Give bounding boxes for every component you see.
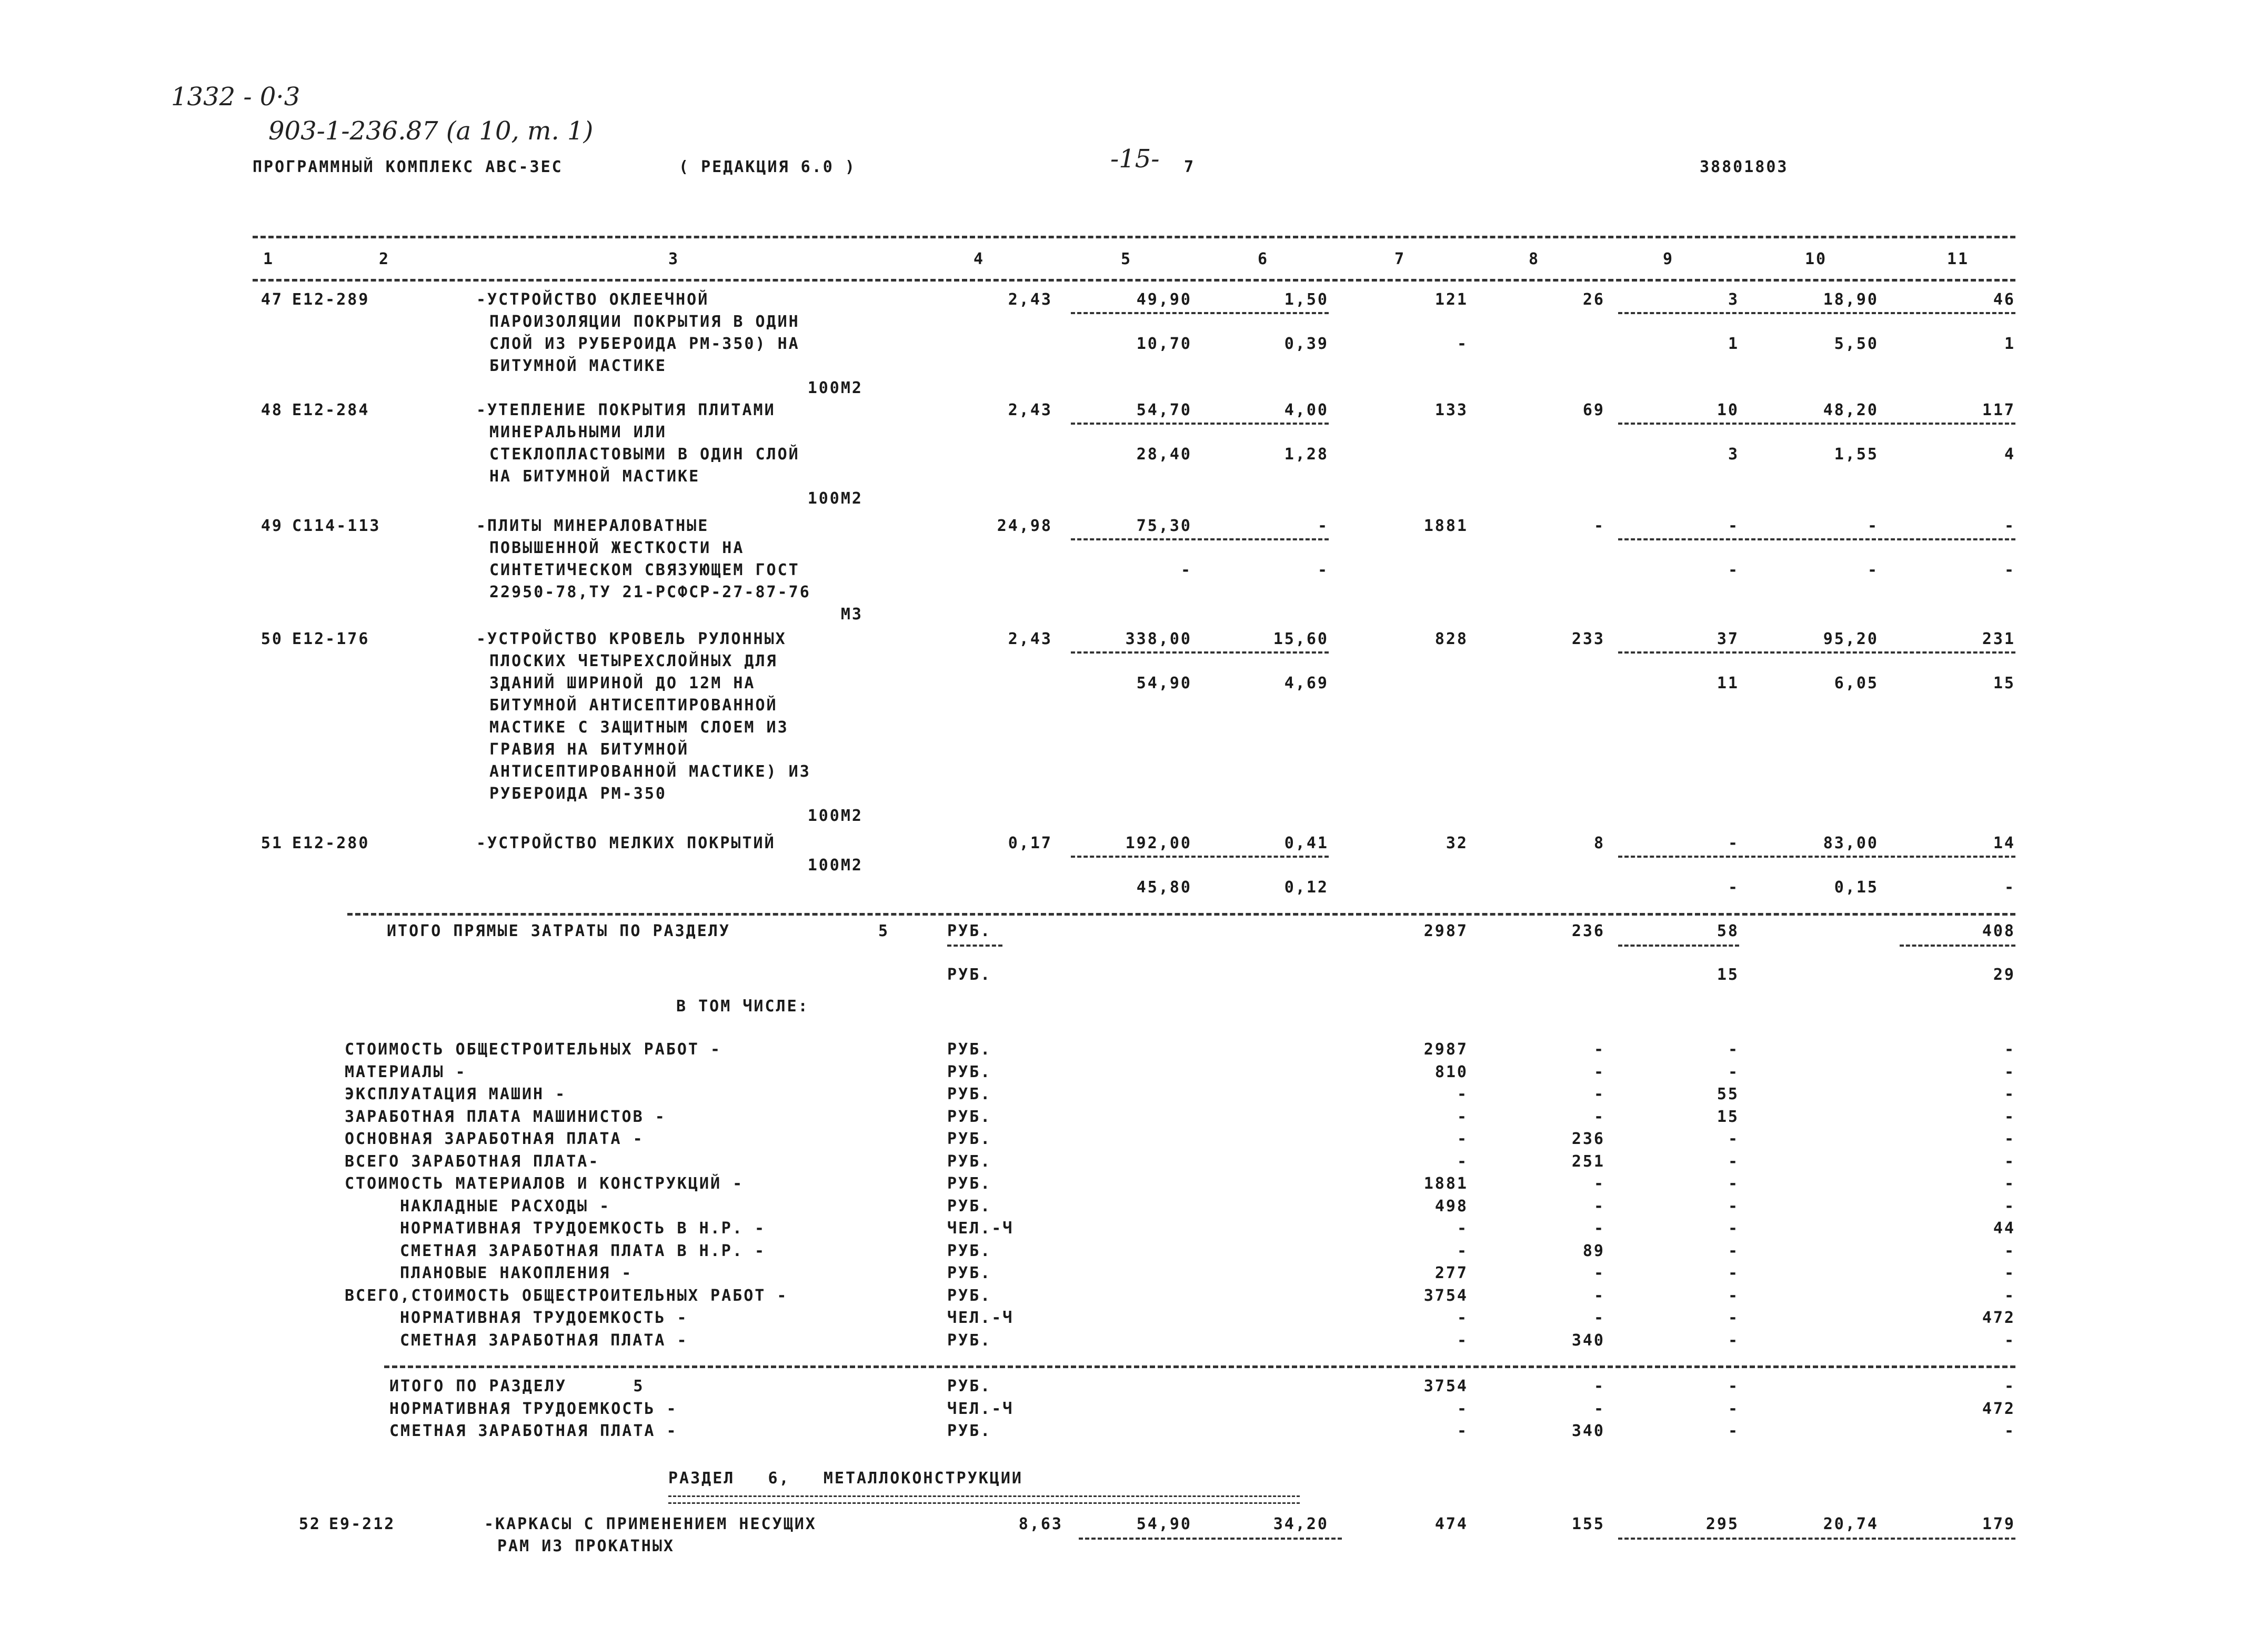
page-number-handwritten: -15- [1110,144,1160,174]
row-sep-5-6 [1079,1538,1342,1540]
row-code: Е12-176 [292,630,370,648]
row-description: СЛОЙ ИЗ РУБЕРОИДА РМ-350) НА [489,335,800,353]
row-sep-5-6 [1071,423,1329,425]
breakdown-c8: - [1593,1085,1605,1103]
total-unit-1: РУБ. [947,922,992,940]
breakdown-c9: - [1728,1219,1739,1238]
row-description: РАМ ИЗ ПРОКАТНЫХ [497,1537,675,1555]
row-description: ПЛОСКИХ ЧЕТЫРЕХСЛОЙНЫХ ДЛЯ [489,652,778,670]
row-unit: 100М2 [807,489,863,508]
breakdown-label: НАКЛАДНЫЕ РАСХОДЫ - [400,1197,611,1216]
row-c9: - [1728,517,1739,535]
row-c8: 69 [1582,401,1605,419]
total-sep-11 [1900,945,2015,947]
total-sep-9 [1618,945,1739,947]
row-c8: 233 [1571,630,1605,648]
row-c10b: - [1867,561,1879,579]
total-unit-2: РУБ. [947,966,992,984]
row-sep-9-11 [1618,651,2015,654]
row-c11b: - [2004,878,2015,897]
breakdown-c8: - [1593,1107,1605,1126]
row-description: -ПЛИТЫ МИНЕРАЛОВАТНЫЕ [476,517,709,535]
total-c11: 408 [1982,922,2015,940]
row-c11: 46 [1993,290,2015,309]
row-c5: 54,90 [1136,1515,1192,1533]
total-c9b: 15 [1717,966,1739,984]
breakdown-c11: - [2004,1085,2015,1103]
section-total-c7: - [1457,1422,1468,1440]
row-code: Е9-212 [329,1515,396,1533]
row-c6b: 4,69 [1284,674,1329,692]
breakdown-c11: - [2004,1286,2015,1305]
row-description: ЗДАНИЙ ШИРИНОЙ ДО 12М НА [489,674,756,692]
program-header: ПРОГРАММНЫЙ КОМПЛЕКС АВС-3ЕС [253,158,563,176]
breakdown-c11: - [2004,1241,2015,1260]
total-section: 5 [878,922,889,940]
row-c9b: 3 [1728,445,1739,464]
row-c4: 0,17 [1008,834,1052,852]
breakdown-label: ПЛАНОВЫЕ НАКОПЛЕНИЯ - [400,1264,633,1282]
breakdown-c9: - [1728,1040,1739,1059]
row-c4: 24,98 [997,517,1052,535]
row-sep-5-6 [1071,312,1329,314]
breakdown-unit: РУБ. [947,1130,992,1148]
column-header-5: 5 [1121,250,1132,268]
column-header-rule [253,279,2015,282]
row-sep-9-11 [1618,1538,2015,1540]
breakdown-unit: РУБ. [947,1107,992,1126]
row-description: -УСТРОЙСТВО ОКЛЕЕЧНОЙ [476,290,709,309]
row-c6b: 1,28 [1284,445,1329,464]
row-c10b: 1,55 [1834,445,1879,464]
breakdown-c9: - [1728,1309,1739,1327]
breakdown-c7: - [1457,1219,1468,1238]
breakdown-c9: - [1728,1130,1739,1148]
row-description: СИНТЕТИЧЕСКОМ СВЯЗУЮЩЕМ ГОСТ [489,561,800,579]
row-c7: 1881 [1423,517,1468,535]
row-number: 47 [260,290,283,309]
section-total-label: СМЕТНАЯ ЗАРАБОТНАЯ ПЛАТА - [389,1422,678,1440]
breakdown-unit: РУБ. [947,1085,992,1103]
row-c11: 179 [1982,1515,2015,1533]
row-code: Е12-284 [292,401,370,419]
breakdown-c7: - [1457,1241,1468,1260]
breakdown-label: ВСЕГО,СТОИМОСТЬ ОБЩЕСТРОИТЕЛЬНЫХ РАБОТ - [345,1286,788,1305]
breakdown-c8: 89 [1582,1241,1605,1260]
breakdown-label: СМЕТНАЯ ЗАРАБОТНАЯ ПЛАТА В Н.Р. - [400,1241,766,1260]
row-c11b: 15 [1993,674,2015,692]
row-code: Е12-280 [292,834,370,852]
column-header-3: 3 [668,250,680,268]
section-total-label: НОРМАТИВНАЯ ТРУДОЕМКОСТЬ - [389,1399,678,1418]
breakdown-c8: 251 [1571,1152,1605,1171]
row-c10: - [1867,517,1879,535]
section-total-c8: - [1593,1399,1605,1418]
column-header-7: 7 [1394,250,1406,268]
breakdown-c11: - [2004,1264,2015,1282]
breakdown-c8: - [1593,1174,1605,1193]
row-c11: 117 [1982,401,2015,419]
row-c9b: - [1728,878,1739,897]
breakdown-c8: - [1593,1264,1605,1282]
row-sep-9-11 [1618,856,2015,858]
breakdown-unit: РУБ. [947,1040,992,1059]
breakdown-label: МАТЕРИАЛЫ - [345,1062,467,1081]
breakdown-label: НОРМАТИВНАЯ ТРУДОЕМКОСТЬ - [400,1309,688,1327]
row-description: АНТИСЕПТИРОВАННОЙ МАСТИКЕ) ИЗ [489,762,811,781]
total-label: ИТОГО ПРЯМЫЕ ЗАТРАТЫ ПО РАЗДЕЛУ [387,922,730,940]
row-c5b: - [1180,561,1192,579]
total-c8: 236 [1571,922,1605,940]
row-number: 52 [298,1515,321,1533]
row-c9b: 11 [1717,674,1739,692]
breakdown-c11: - [2004,1197,2015,1216]
row-description: БИТУМНОЙ АНТИСЕПТИРОВАННОЙ [489,696,778,715]
total-c9: 58 [1717,922,1739,940]
row-sep-9-11 [1618,423,2015,425]
row-c5b: 45,80 [1136,878,1192,897]
row-c9b: 1 [1728,335,1739,353]
row-c5: 192,00 [1125,834,1192,852]
row-sep-5-6 [1071,538,1329,540]
row-unit: 100М2 [807,856,863,875]
row-c6b: 0,39 [1284,335,1329,353]
section-total-c9: - [1728,1377,1739,1395]
section-total-unit: РУБ. [947,1422,992,1440]
row-c11b: - [2004,561,2015,579]
row-c4: 2,43 [1008,630,1052,648]
row-c10: 20,74 [1823,1515,1879,1533]
row-c9: 37 [1717,630,1739,648]
breakdown-unit: РУБ. [947,1152,992,1171]
breakdown-unit: ЧЕЛ.-Ч [947,1219,1014,1238]
breakdown-c7: - [1457,1085,1468,1103]
total-c11b: 29 [1993,966,2015,984]
breakdown-label: ЭКСПЛУАТАЦИЯ МАШИН - [345,1085,567,1103]
breakdown-label: ВСЕГО ЗАРАБОТНАЯ ПЛАТА- [345,1152,600,1171]
breakdown-c7: - [1457,1309,1468,1327]
column-header-2: 2 [379,250,390,268]
breakdown-c11: 472 [1982,1309,2015,1327]
breakdown-c7: - [1457,1130,1468,1148]
row-c4: 2,43 [1008,401,1052,419]
row-number: 50 [260,630,283,648]
breakdown-c11: - [2004,1331,2015,1350]
total-unit-sep [947,945,1002,947]
row-unit: М3 [840,605,863,624]
column-header-9: 9 [1663,250,1674,268]
column-header-10: 10 [1805,250,1828,268]
row-description: ГРАВИЯ НА БИТУМНОЙ [489,740,689,759]
row-description: НА БИТУМНОЙ МАСТИКЕ [489,467,700,486]
breakdown-c7: 810 [1434,1062,1468,1081]
breakdown-c8: - [1593,1197,1605,1216]
breakdown-c11: - [2004,1062,2015,1081]
row-c10b: 6,05 [1834,674,1879,692]
row-c8: - [1593,517,1605,535]
section-total-c7: - [1457,1399,1468,1418]
breakdown-unit: РУБ. [947,1331,992,1350]
row-c5b: 54,90 [1136,674,1192,692]
row-sep-5-6 [1071,856,1329,858]
row-c5: 338,00 [1125,630,1192,648]
section-total-label: ИТОГО ПО РАЗДЕЛУ 5 [389,1377,645,1395]
breakdown-c9: - [1728,1062,1739,1081]
section-total-c11: 472 [1982,1399,2015,1418]
column-header-4: 4 [974,250,985,268]
edition-label: ( РЕДАКЦИЯ 6.0 ) [679,158,856,176]
row-c11b: 4 [2004,445,2015,464]
row-description: ПАРОИЗОЛЯЦИИ ПОКРЫТИЯ В ОДИН [489,313,800,331]
row-c6b: 0,12 [1284,878,1329,897]
totals-rule [347,913,2015,916]
row-c7: 32 [1446,834,1468,852]
row-description: -УСТРОЙСТВО МЕЛКИХ ПОКРЫТИЙ [476,834,776,852]
row-code: С114-113 [292,517,381,535]
section-total-c8: - [1593,1377,1605,1395]
row-code: Е12-289 [292,290,370,309]
breakdown-c9: - [1728,1286,1739,1305]
breakdown-unit: РУБ. [947,1286,992,1305]
row-c6b: - [1317,561,1329,579]
row-c11b: 1 [2004,335,2015,353]
row-c10: 18,90 [1823,290,1879,309]
row-description: -УСТРОЙСТВО КРОВЕЛЬ РУЛОННЫХ [476,630,787,648]
breakdown-c8: - [1593,1309,1605,1327]
row-unit: 100М2 [807,807,863,825]
row-description: -КАРКАСЫ С ПРИМЕНЕНИЕМ НЕСУЩИХ [484,1515,817,1533]
breakdown-c9: - [1728,1174,1739,1193]
row-c10b: 0,15 [1834,878,1879,897]
row-c6: 34,20 [1273,1515,1329,1533]
row-description: -УТЕПЛЕНИЕ ПОКРЫТИЯ ПЛИТАМИ [476,401,776,419]
breakdown-c8: - [1593,1219,1605,1238]
row-c9: - [1728,834,1739,852]
section-total-rule [384,1365,2015,1368]
breakdown-unit: РУБ. [947,1264,992,1282]
breakdown-label: СТОИМОСТЬ МАТЕРИАЛОВ И КОНСТРУКЦИЙ - [345,1174,744,1193]
section-total-unit: РУБ. [947,1377,992,1395]
row-c9b: - [1728,561,1739,579]
breakdown-c7: - [1457,1152,1468,1171]
breakdown-unit: ЧЕЛ.-Ч [947,1309,1014,1327]
row-c6: 1,50 [1284,290,1329,309]
column-header-8: 8 [1529,250,1540,268]
breakdown-c11: - [2004,1174,2015,1193]
row-c5b: 28,40 [1136,445,1192,464]
breakdown-c11: - [2004,1130,2015,1148]
breakdown-label: СМЕТНАЯ ЗАРАБОТНАЯ ПЛАТА - [400,1331,688,1350]
row-c11: 231 [1982,630,2015,648]
row-c7: 121 [1434,290,1468,309]
row-sep-5-6 [1071,651,1329,654]
including-label: В ТОМ ЧИСЛЕ: [676,997,809,1016]
breakdown-label: СТОИМОСТЬ ОБЩЕСТРОИТЕЛЬНЫХ РАБОТ - [345,1040,722,1059]
breakdown-c7: 3754 [1423,1286,1468,1305]
breakdown-c11: - [2004,1152,2015,1171]
row-c10: 95,20 [1823,630,1879,648]
breakdown-c9: - [1728,1264,1739,1282]
row-c5b: 10,70 [1136,335,1192,353]
row-c9: 295 [1705,1515,1739,1533]
document-number: 38801803 [1700,158,1789,176]
breakdown-c8: 236 [1571,1130,1605,1148]
row-c9: 3 [1728,290,1739,309]
breakdown-c9: - [1728,1152,1739,1171]
column-header-6: 6 [1258,250,1269,268]
breakdown-c9: - [1728,1331,1739,1350]
row-c7b: - [1457,335,1468,353]
row-c7: 474 [1434,1515,1468,1533]
row-c5: 49,90 [1136,290,1192,309]
row-c8: 155 [1571,1515,1605,1533]
breakdown-c8: - [1593,1062,1605,1081]
breakdown-label: ОСНОВНАЯ ЗАРАБОТНАЯ ПЛАТА - [345,1130,644,1148]
breakdown-c11: - [2004,1107,2015,1126]
breakdown-c7: - [1457,1331,1468,1350]
breakdown-c11: 44 [1993,1219,2015,1238]
row-c6: 4,00 [1284,401,1329,419]
row-description: СТЕКЛОПЛАСТОВЫМИ В ОДИН СЛОЙ [489,445,800,464]
breakdown-c8: - [1593,1286,1605,1305]
breakdown-c7: 1881 [1423,1174,1468,1193]
row-c11: - [2004,517,2015,535]
row-description: ПОВЫШЕННОЙ ЖЕСТКОСТИ НА [489,539,745,557]
section-6-title: РАЗДЕЛ 6, МЕТАЛЛОКОНСТРУКЦИИ [668,1469,1023,1488]
row-c6: 0,41 [1284,834,1329,852]
section-total-c8: 340 [1571,1422,1605,1440]
breakdown-c8: 340 [1571,1331,1605,1350]
row-c4: 8,63 [1018,1515,1063,1533]
row-c11: 14 [1993,834,2015,852]
row-description: РУБЕРОИДА РМ-350 [489,785,667,803]
section-total-c11: - [2004,1377,2015,1395]
row-c7: 828 [1434,630,1468,648]
row-description: 22950-78,ТУ 21-РСФСР-27-87-76 [489,583,811,601]
row-c5: 75,30 [1136,517,1192,535]
section-total-unit: ЧЕЛ.-Ч [947,1399,1014,1418]
section-total-c11: - [2004,1422,2015,1440]
breakdown-label: НОРМАТИВНАЯ ТРУДОЕМКОСТЬ В Н.Р. - [400,1219,766,1238]
row-c8: 26 [1582,290,1605,309]
breakdown-unit: РУБ. [947,1174,992,1193]
breakdown-unit: РУБ. [947,1241,992,1260]
breakdown-c7: 498 [1434,1197,1468,1216]
row-sep-9-11 [1618,538,2015,540]
breakdown-c11: - [2004,1040,2015,1059]
page-suffix: 7 [1184,158,1196,176]
row-c7: 133 [1434,401,1468,419]
row-c6: 15,60 [1273,630,1329,648]
row-number: 49 [260,517,283,535]
breakdown-c7: 2987 [1423,1040,1468,1059]
breakdown-c9: 55 [1717,1085,1739,1103]
row-c10: 83,00 [1823,834,1879,852]
row-number: 51 [260,834,283,852]
breakdown-c7: 277 [1434,1264,1468,1282]
row-description: МИНЕРАЛЬНЫМИ ИЛИ [489,423,667,441]
row-c8: 8 [1593,834,1605,852]
breakdown-c7: - [1457,1107,1468,1126]
row-description: БИТУМНОЙ МАСТИКЕ [489,357,667,375]
section-6-double-rule [668,1495,1300,1504]
archive-code-handwritten: 1332 - 0·3 [171,82,300,112]
section-total-c7: 3754 [1423,1377,1468,1395]
breakdown-label: ЗАРАБОТНАЯ ПЛАТА МАШИНИСТОВ - [345,1107,666,1126]
project-code-handwritten: 903-1-236.87 (а 10, т. 1) [268,116,594,146]
row-unit: 100М2 [807,379,863,397]
row-c5: 54,70 [1136,401,1192,419]
breakdown-c9: - [1728,1197,1739,1216]
section-total-c9: - [1728,1399,1739,1418]
column-header-11: 11 [1947,250,1970,268]
row-number: 48 [260,401,283,419]
row-c4: 2,43 [1008,290,1052,309]
column-header-1: 1 [263,250,275,268]
row-c9: 10 [1717,401,1739,419]
row-c6: - [1317,517,1329,535]
breakdown-unit: РУБ. [947,1197,992,1216]
row-c10: 48,20 [1823,401,1879,419]
breakdown-unit: РУБ. [947,1062,992,1081]
breakdown-c8: - [1593,1040,1605,1059]
row-sep-9-11 [1618,312,2015,314]
total-c7: 2987 [1423,922,1468,940]
breakdown-c9: - [1728,1241,1739,1260]
row-c10b: 5,50 [1834,335,1879,353]
breakdown-c9: 15 [1717,1107,1739,1126]
table-top-rule [253,236,2015,238]
section-total-c9: - [1728,1422,1739,1440]
row-description: МАСТИКЕ С ЗАЩИТНЫМ СЛОЕМ ИЗ [489,718,789,737]
